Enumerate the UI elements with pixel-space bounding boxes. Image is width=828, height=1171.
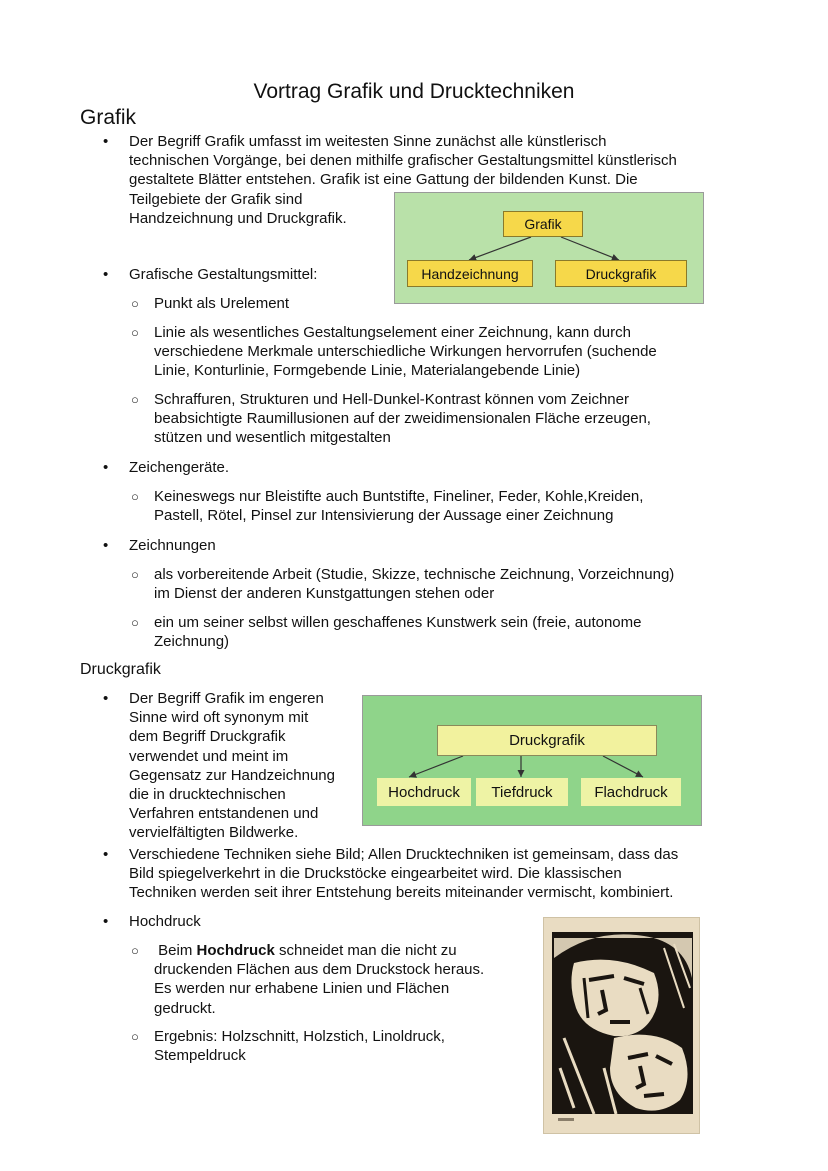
text-line: Linie als wesentliches Gestaltungselement einer Zeichnung, kann durch [154, 324, 631, 341]
list-item [154, 941, 534, 1018]
gestaltungsmittel-label: Grafische Gestaltungsmittel: [129, 266, 318, 283]
list-item [154, 613, 814, 651]
woodcut-portrait-image [543, 917, 700, 1134]
text-line: die in drucktechnischen [129, 786, 286, 804]
text-line: als vorbereitende Arbeit (Studie, Skizze, technische Zeichnung, Vorzeichnung) [154, 566, 675, 583]
text-line: Zeichnung) [154, 633, 230, 651]
text-line: verwendet und meint im [129, 747, 289, 765]
hochdruck-label: Hochdruck [129, 913, 201, 930]
text-line: Pastell, Rötel, Pinsel zur Intensivierung der Aussage einer Zeichnung [154, 507, 614, 525]
diagram-root-grafik: Grafik [503, 211, 583, 237]
text-line: Ergebnis: Holzschnitt, Holzstich, Linoldruck, [154, 1028, 445, 1045]
diagram-connector-arrows [395, 193, 705, 305]
sub-bullet: ○ [131, 325, 139, 340]
text-line: Verfahren entstandenen und [129, 805, 319, 823]
text-line: Der Begriff Grafik im engeren [129, 690, 324, 707]
text-line: technischen Vorgänge, bei denen mithilfe grafischer Gestaltungsmittel künstlerisch [129, 152, 677, 170]
diagram-connector-arrows [363, 696, 703, 827]
text-line: Verschiedene Techniken siehe Bild; Allen Drucktechniken ist gemeinsam, dass das [129, 846, 679, 863]
list-item [154, 1027, 534, 1065]
sub-bullet: ○ [131, 615, 139, 630]
text-line: stützen und wesentlich mitgestalten [154, 429, 391, 447]
text-span: Beim [158, 942, 197, 959]
list-item [154, 323, 794, 381]
text-span: schneidet man die nicht zu [274, 942, 457, 959]
list-item [154, 390, 794, 448]
text-line: Der Begriff Grafik umfasst im weitesten Sinne zunächst alle künstlerisch [129, 133, 607, 150]
sub-bullet: ○ [131, 489, 139, 504]
text-line: dem Begriff Druckgrafik [129, 728, 286, 746]
bullet: • [103, 266, 109, 283]
list-item [154, 487, 804, 525]
text-line: vervielfältigten Bildwerke. [129, 824, 299, 842]
text-line: ein um seiner selbst willen geschaffenes Kunstwerk sein (freie, autonome [154, 614, 642, 631]
bullet: • [103, 846, 109, 863]
sub-bullet: ○ [131, 296, 139, 311]
page-title: Vortrag Grafik und Drucktechniken [253, 80, 575, 103]
sub-bullet: ○ [131, 392, 139, 407]
text-line: Sinne wird oft synonym mit [129, 709, 309, 727]
text-line: Schraffuren, Strukturen und Hell-Dunkel-Kontrast können vom Zeichner [154, 391, 629, 408]
diagram-node-hochdruck: Hochdruck [377, 778, 471, 806]
zeichnungen-label: Zeichnungen [129, 537, 216, 554]
text-line: Handzeichnung und Druckgrafik. [129, 209, 347, 227]
grafik-diagram [394, 192, 704, 304]
druckgrafik-intro [129, 689, 361, 843]
section-heading-druckgrafik: Druckgrafik [80, 661, 161, 678]
text-line: Teilgebiete der Grafik sind [129, 190, 303, 208]
diagram-root-druckgrafik: Druckgrafik [437, 725, 657, 756]
bullet: • [103, 459, 109, 476]
list-item [154, 294, 289, 313]
text-line: druckenden Flächen aus dem Druckstock heraus. [154, 961, 485, 979]
text-line: gestaltete Blätter entstehen. Grafik ist eine Gattung der bildenden Kunst. Die [129, 171, 638, 189]
diagram-node-handzeichnung: Handzeichnung [407, 260, 533, 287]
text-line: Techniken werden seit ihrer Entstehung bereits miteinander vermischt, kombiniert. [129, 884, 674, 902]
text-line: Punkt als Urelement [154, 295, 290, 312]
sub-bullet: ○ [131, 943, 139, 958]
text-line: beabsichtigte Raumillusionen auf der zweidimensionalen Fläche erzeugen, [154, 410, 651, 428]
list-item [154, 565, 814, 603]
bullet: • [103, 133, 109, 150]
bold-term: Hochdruck [196, 942, 275, 959]
text-line [154, 941, 534, 960]
text-line: Bild spiegelverkehrt in die Druckstöcke eingearbeitet wird. Die klassischen [129, 865, 622, 883]
sub-bullet: ○ [131, 1029, 139, 1044]
bullet: • [103, 690, 109, 707]
text-line: Stempeldruck [154, 1047, 246, 1065]
diagram-node-druckgrafik: Druckgrafik [555, 260, 687, 287]
text-line: Es werden nur erhabene Linien und Flächen [154, 980, 450, 998]
text-line: Gegensatz zur Handzeichnung [129, 766, 335, 784]
zeichengeraete-label: Zeichengeräte. [129, 459, 230, 476]
bullet: • [103, 913, 109, 930]
section-heading-grafik: Grafik [80, 106, 137, 129]
bullet: • [103, 537, 109, 554]
text-line: verschiedene Merkmale unterschiedliche Wirkungen hervorrufen (suchende [154, 343, 657, 361]
diagram-node-tiefdruck: Tiefdruck [476, 778, 568, 806]
text-line: gedruckt. [154, 999, 216, 1017]
druckgrafik-diagram [362, 695, 702, 826]
diagram-node-flachdruck: Flachdruck [581, 778, 681, 806]
text-line: Keineswegs nur Bleistifte auch Buntstifte, Fineliner, Feder, Kohle,Kreiden, [154, 488, 644, 505]
text-line: Linie, Konturlinie, Formgebende Linie, Materialangebende Linie) [154, 362, 581, 380]
text-line: im Dienst der anderen Kunstgattungen stehen oder [154, 585, 495, 603]
sub-bullet: ○ [131, 567, 139, 582]
techniken-text [129, 845, 789, 903]
woodcut-artwork [544, 918, 700, 1134]
